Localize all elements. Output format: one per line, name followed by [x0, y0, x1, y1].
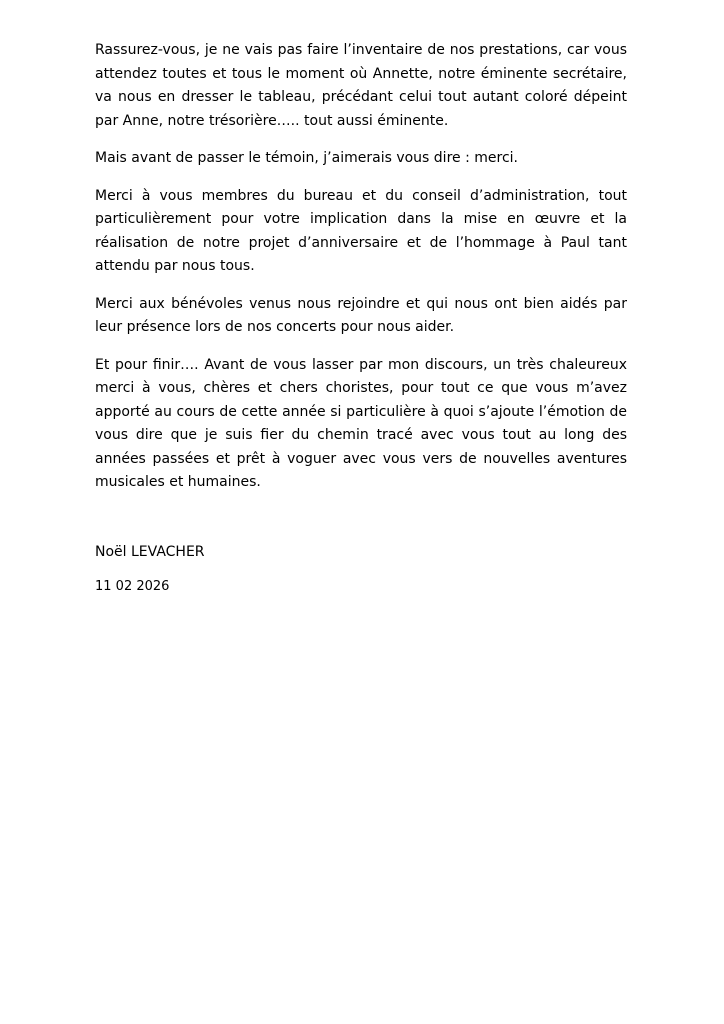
paragraph-intro: Rassurez-vous, je ne vais pas faire l’inventaire de nos prestations, car vous attendez toutes et tous le moment où Annette, notre éminente secrétaire, va nous en dresser le tableau, précédant celui tout autant coloré dépeint par Anne, notre trésorière….. tout aussi éminente. — [95, 42, 627, 129]
paragraph-thanks-volunteers: Merci aux bénévoles venus nous rejoindre et qui nous ont bien aidés par leur présence lors de nos concerts pour nous aider. — [95, 295, 627, 335]
paragraph-thanks-board: Merci à vous membres du bureau et du conseil d’administration, tout particulièrement pour votre implication dans la mise en œuvre et la réalisation de notre projet d’anniversaire et de l’hommage à Paul tant attendu par nous tous. — [95, 187, 627, 274]
signature: Noël LEVACHER — [95, 543, 205, 560]
signature-block — [95, 541, 627, 599]
paragraph-thanks-intro: Mais avant de passer le témoin, j’aimerais vous dire : merci. — [95, 150, 518, 166]
paragraph-closing: Et pour finir…. Avant de vous lasser par mon discours, un très chaleureux merci à vous, chères et chers choristes, pour tout ce que vous m’avez apporté au cours de cette année si particulière à quoi s’ajoute l’émotion de vous dire que je suis fier du chemin tracé avec vous tout au long des années passées et prêt à voguer avec vous vers de nouvelles aventures musicales et humaines. — [95, 356, 627, 490]
document-date: 11 02 2026 — [95, 579, 170, 594]
document-body — [95, 39, 627, 599]
